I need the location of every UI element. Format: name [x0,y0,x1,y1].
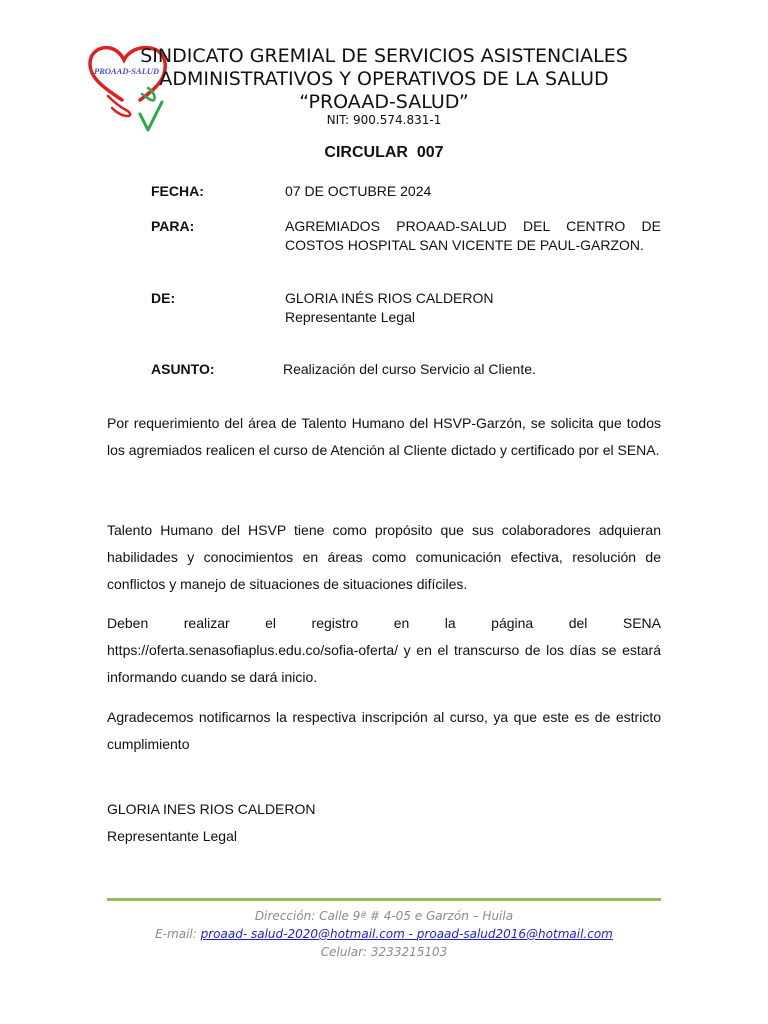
header-line-2: ADMINISTRATIVOS Y OPERATIVOS DE LA SALUD [159,68,609,90]
footer-phone: Celular: 3233215103 [320,945,448,959]
footer-address: Dirección: Calle 9ª # 4-05 e Garzón – Huila [254,909,514,923]
logo-text: PROAAD-SALUD [94,66,160,76]
fecha-value: 07 DE OCTUBRE 2024 [285,183,432,199]
body-paragraph-1: Por requerimiento del área de Talento Humano del HSVP-Garzón, se solicita que todos los agremiados realicen el curso de Atención al Cliente dictado y certificado por el SENA. [107,415,661,458]
body-paragraph-3: Deben realizar el registro en la página del SENA https://oferta.senasofiaplus.edu.co/sofia-oferta/ y en el transcurso de los días se estará informando cuando se dará inicio. [107,615,661,685]
footer-email-label: E-mail: [155,927,201,941]
signature-name: GLORIA INES RIOS CALDERON [107,801,316,817]
circular-title: CIRCULAR 007 [324,144,444,161]
de-name: GLORIA INÉS RIOS CALDERON [285,290,494,306]
nit-number: NIT: 900.574.831-1 [326,113,442,127]
asunto-value: Realización del curso Servicio al Cliente. [283,361,536,377]
footer-divider [107,898,661,901]
para-label: PARA: [151,218,195,234]
email-separator[interactable]: - [404,927,417,941]
de-label: DE: [151,290,176,306]
email-link-1[interactable]: proaad- salud-2020@hotmail.com [200,927,405,941]
header-line-1: SINDICATO GREMIAL DE SERVICIOS ASISTENCIALES [140,45,628,67]
asunto-label: ASUNTO: [151,361,215,377]
de-role: Representante Legal [285,309,415,325]
header-line-3: “PROAAD-SALUD” [299,91,469,113]
body-paragraph-4: Agradecemos notificarnos la respectiva inscripción al curso, ya que este es de estricto cumplimiento [107,709,661,752]
footer-email-line [0,925,768,943]
fecha-label: FECHA: [151,183,204,199]
para-value: AGREMIADOS PROAAD-SALUD DEL CENTRO DE COSTOS HOSPITAL SAN VICENTE DE PAUL-GARZON. [285,218,661,253]
signature-role: Representante Legal [107,828,237,844]
body-paragraph-2: Talento Humano del HSVP tiene como propósito que sus colaboradores adquieran habilidades y conocimientos en áreas como comunicación efectiva, resolución de conflictos y manejo de situaciones de situaciones difíciles. [107,522,661,592]
email-link-2[interactable]: proaad-salud2016@hotmail.com [416,927,613,941]
